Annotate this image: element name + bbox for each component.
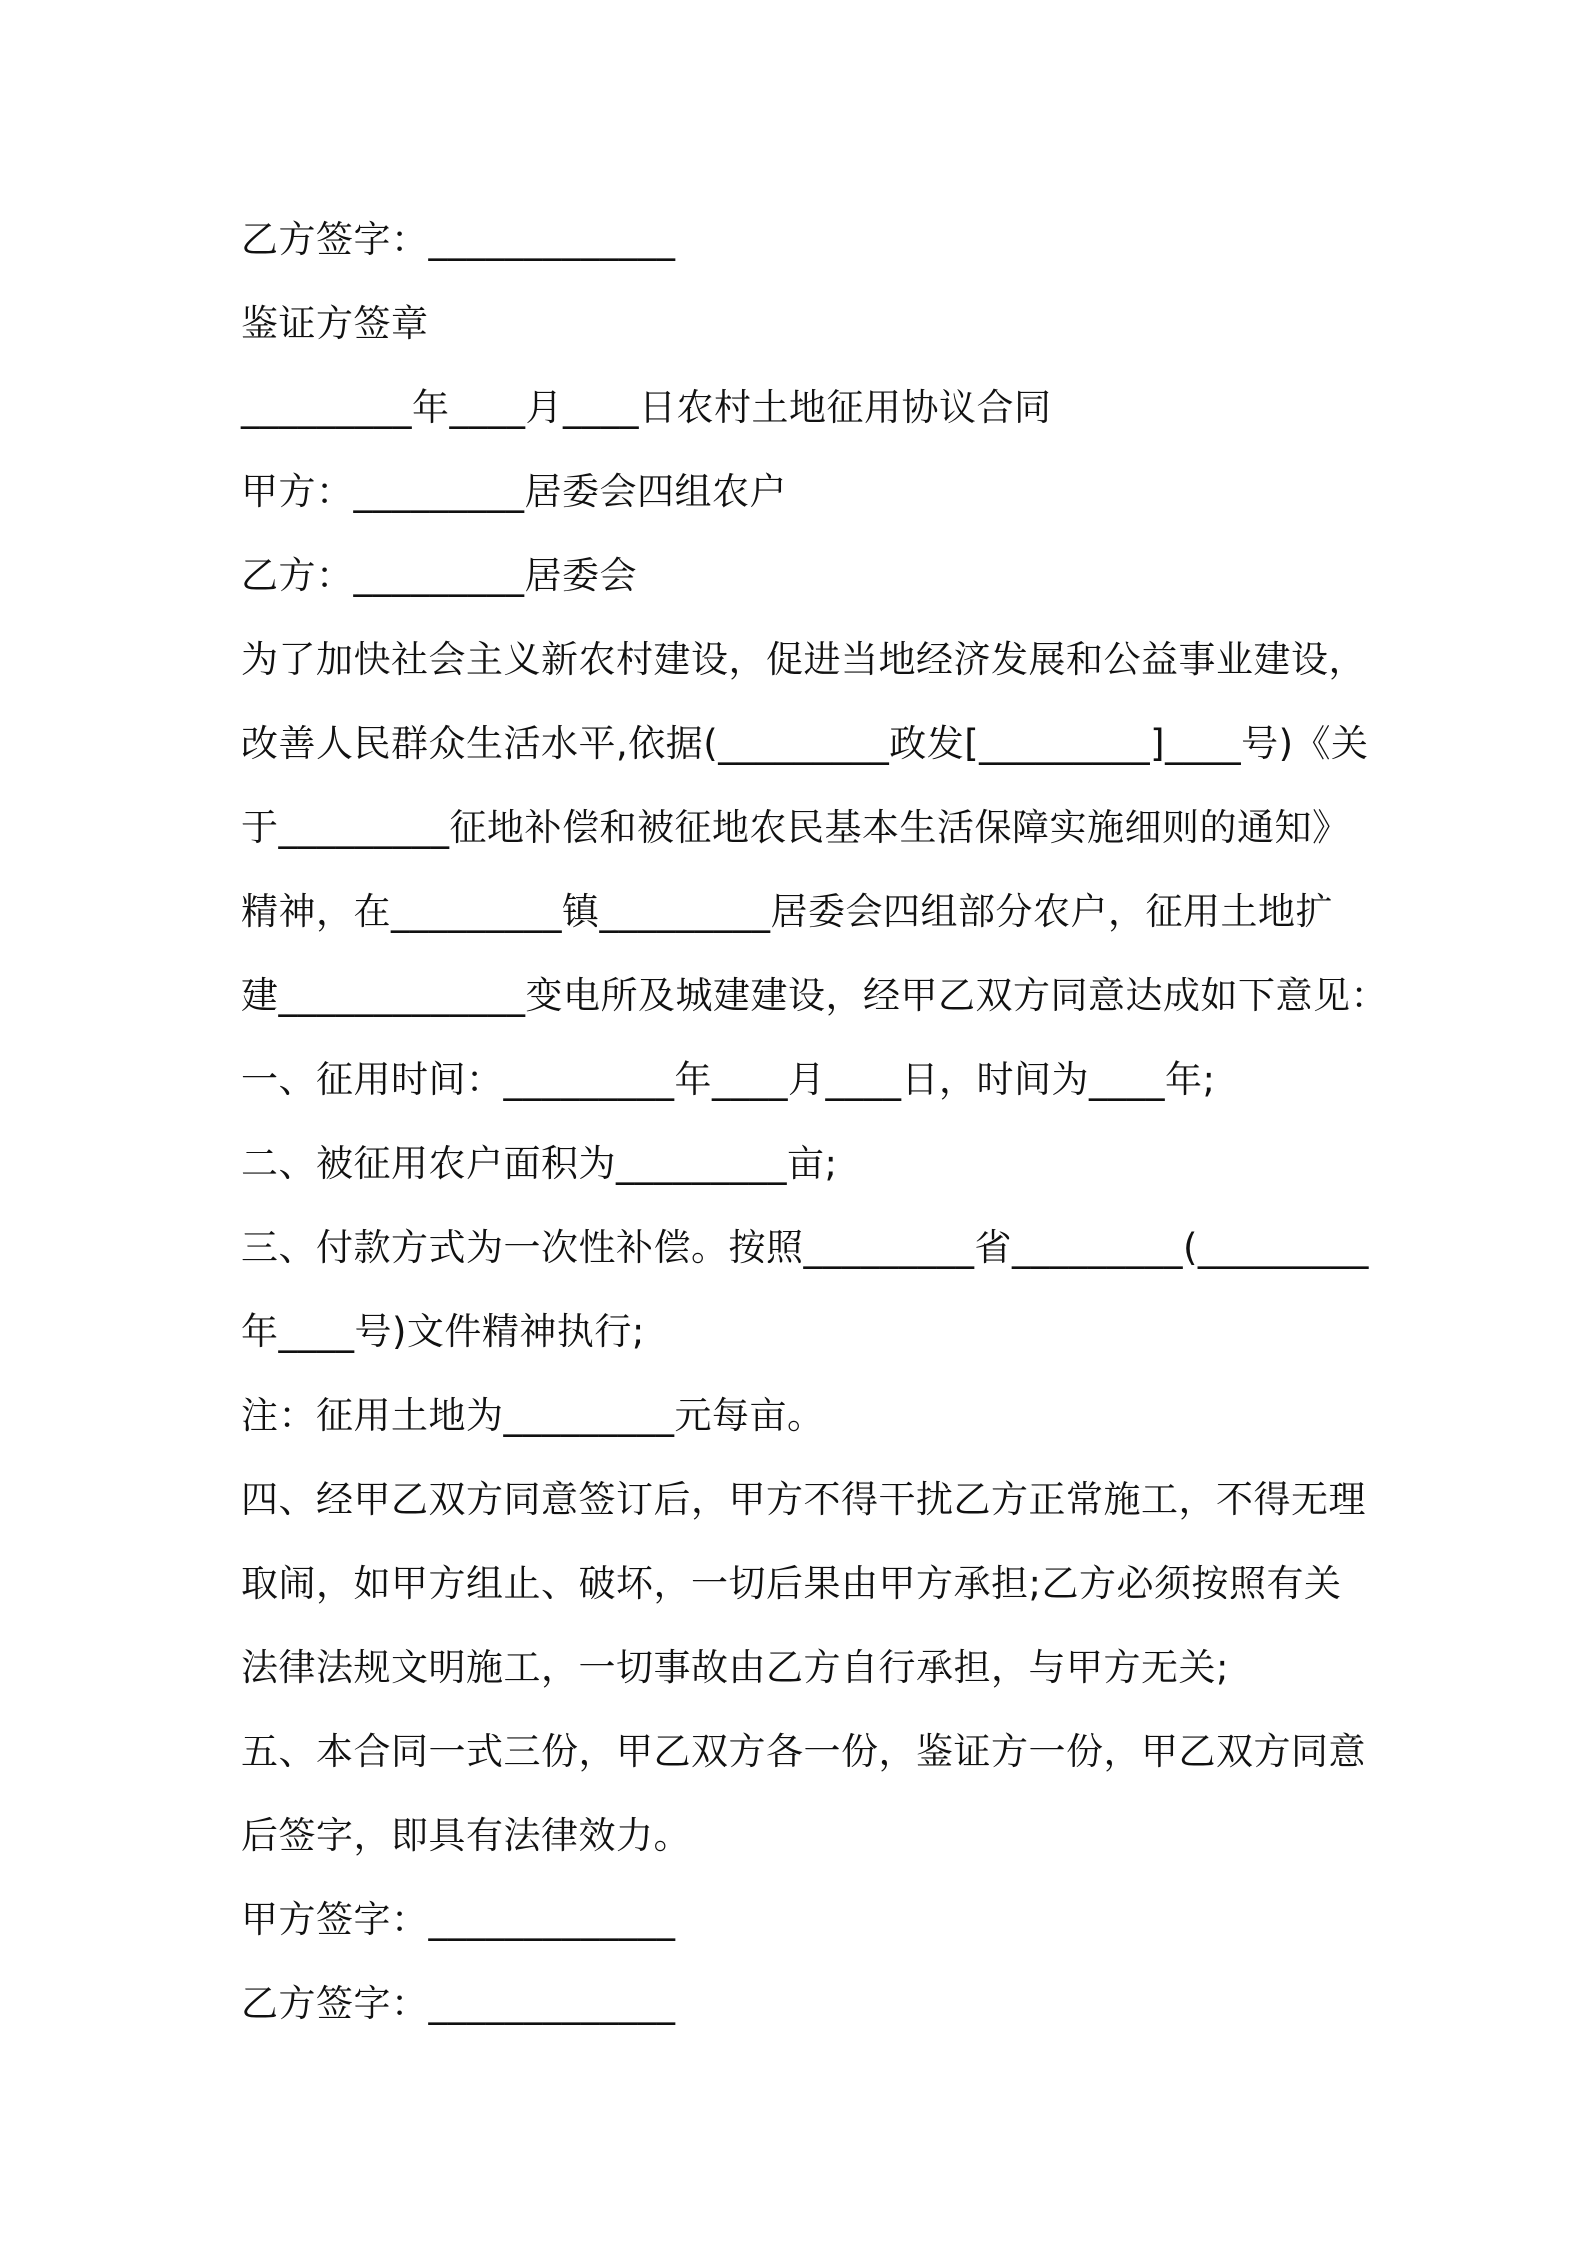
clause-1: 一、征用时间：_________年____月____日，时间为____年; bbox=[241, 1058, 1216, 1101]
clause-4-line-1: 四、经甲乙双方同意签订后，甲方不得干扰乙方正常施工，不得无理 bbox=[241, 1478, 1366, 1521]
preamble-line-2: 改善人民群众生活水平,依据(_________政发[_________]____号)《关 bbox=[241, 722, 1369, 765]
preamble-line-3: 于_________征地补偿和被征地农民基本生活保障实施细则的通知》 bbox=[241, 806, 1350, 849]
note-line: 注：征用土地为_________元每亩。 bbox=[241, 1394, 825, 1437]
clause-2: 二、被征用农户面积为_________亩; bbox=[241, 1142, 838, 1185]
clause-5-line-1: 五、本合同一式三份，甲乙双方各一份，鉴证方一份，甲乙双方同意 bbox=[241, 1730, 1366, 1773]
document-body bbox=[241, 198, 1388, 2046]
preamble-line-5: 建_____________变电所及城建建设，经甲乙双方同意达成如下意见： bbox=[241, 974, 1388, 1017]
party-b-signature-line: 乙方签字：_____________ bbox=[241, 1982, 676, 2025]
party-b-line: 乙方：_________居委会 bbox=[241, 554, 637, 597]
contract-title: _________年____月____日农村土地征用协议合同 bbox=[241, 386, 1052, 429]
witness-seal-label: 鉴证方签章 bbox=[241, 302, 429, 345]
clause-4-line-3: 法律法规文明施工，一切事故由乙方自行承担，与甲方无关; bbox=[241, 1646, 1229, 1689]
clause-3-line-1: 三、付款方式为一次性补偿。按照_________省_________(_________ bbox=[241, 1226, 1369, 1269]
clause-3-line-2: 年____号)文件精神执行; bbox=[241, 1310, 645, 1353]
clause-4-line-2: 取闹，如甲方组止、破坏，一切后果由甲方承担;乙方必须按照有关 bbox=[241, 1562, 1342, 1605]
preamble-line-1: 为了加快社会主义新农村建设，促进当地经济发展和公益事业建设， bbox=[241, 638, 1366, 681]
clause-5-line-2: 后签字，即具有法律效力。 bbox=[241, 1814, 691, 1857]
party-a-signature-line: 甲方签字：_____________ bbox=[241, 1898, 676, 1941]
party-a-line: 甲方：_________居委会四组农户 bbox=[241, 470, 787, 513]
preamble-line-4: 精神，在_________镇_________居委会四组部分农户，征用土地扩 bbox=[241, 890, 1333, 933]
party-b-signature-line-top: 乙方签字：_____________ bbox=[241, 218, 676, 261]
